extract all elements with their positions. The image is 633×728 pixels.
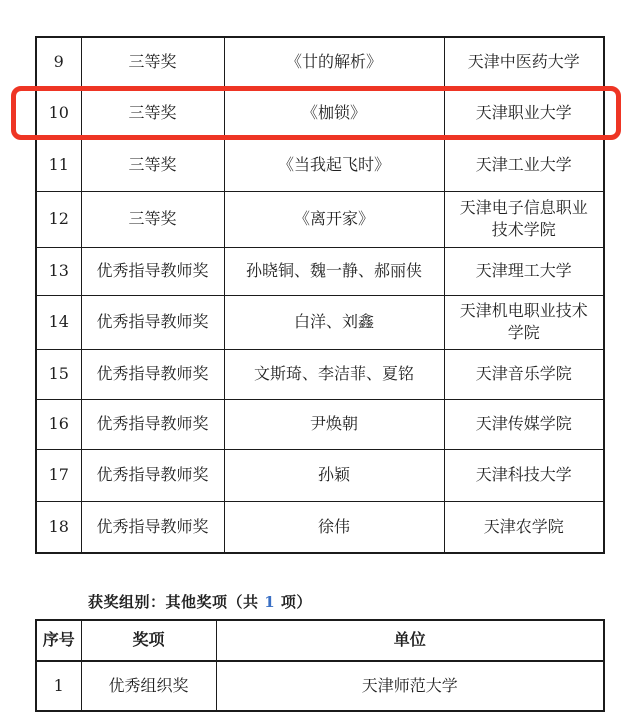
- cell-no: 13: [36, 247, 81, 295]
- header-no: 序号: [36, 620, 81, 661]
- cell-no: 1: [36, 661, 81, 711]
- cell-name: 文斯琦、李洁菲、夏铭: [224, 349, 444, 399]
- cell-name: 《枷锁》: [224, 86, 444, 139]
- cell-award: 优秀组织奖: [81, 661, 216, 711]
- table-row: [36, 191, 604, 247]
- table-row: [36, 449, 604, 501]
- caption-count: 1: [264, 593, 276, 611]
- table-row: [36, 37, 604, 86]
- cell-no: 12: [36, 191, 81, 247]
- caption-prefix: 获奖组别：其他奖项（共: [88, 593, 265, 611]
- cell-no: 18: [36, 501, 81, 553]
- cell-award: 优秀指导教师奖: [81, 349, 224, 399]
- cell-name: 孙颖: [224, 449, 444, 501]
- header-org: 单位: [216, 620, 604, 661]
- cell-no: 11: [36, 139, 81, 191]
- cell-name: 《当我起飞时》: [224, 139, 444, 191]
- cell-award: 三等奖: [81, 139, 224, 191]
- other-awards-table: [35, 619, 605, 712]
- table-row: [36, 295, 604, 349]
- table-row: [36, 139, 604, 191]
- cell-name: 尹焕朝: [224, 399, 444, 449]
- cell-org: 天津职业大学: [444, 86, 604, 139]
- cell-org: 天津农学院: [444, 501, 604, 553]
- table-row: [36, 399, 604, 449]
- cell-name: 《离开家》: [224, 191, 444, 247]
- cell-award: 优秀指导教师奖: [81, 247, 224, 295]
- cell-org: 天津科技大学: [444, 449, 604, 501]
- cell-org: 天津师范大学: [216, 661, 604, 711]
- section-caption: [88, 591, 312, 612]
- cell-award: 优秀指导教师奖: [81, 501, 224, 553]
- cell-no: 10: [36, 86, 81, 139]
- cell-no: 17: [36, 449, 81, 501]
- cell-no: 9: [36, 37, 81, 86]
- cell-name: 徐伟: [224, 501, 444, 553]
- cell-no: 15: [36, 349, 81, 399]
- cell-org: 天津音乐学院: [444, 349, 604, 399]
- header-award: 奖项: [81, 620, 216, 661]
- table-row-highlighted: [36, 86, 604, 139]
- cell-org: 天津传媒学院: [444, 399, 604, 449]
- cell-award: 优秀指导教师奖: [81, 399, 224, 449]
- cell-name: 孙晓铜、魏一静、郝丽侠: [224, 247, 444, 295]
- cell-award: 优秀指导教师奖: [81, 295, 224, 349]
- table-row: [36, 501, 604, 553]
- cell-org: 天津中医药大学: [444, 37, 604, 86]
- cell-org: 天津理工大学: [444, 247, 604, 295]
- cell-no: 16: [36, 399, 81, 449]
- table-row: [36, 349, 604, 399]
- cell-name: 《廿的解析》: [224, 37, 444, 86]
- awards-table: [35, 36, 605, 554]
- cell-org: 天津机电职业技术学院: [444, 295, 604, 349]
- cell-org: 天津工业大学: [444, 139, 604, 191]
- cell-award: 三等奖: [81, 86, 224, 139]
- caption-suffix: 项）: [275, 593, 312, 611]
- cell-no: 14: [36, 295, 81, 349]
- cell-org: 天津电子信息职业技术学院: [444, 191, 604, 247]
- cell-award: 三等奖: [81, 191, 224, 247]
- cell-award: 三等奖: [81, 37, 224, 86]
- table-row: [36, 661, 604, 711]
- table-header-row: [36, 620, 604, 661]
- cell-name: 白洋、刘鑫: [224, 295, 444, 349]
- table-row: [36, 247, 604, 295]
- cell-award: 优秀指导教师奖: [81, 449, 224, 501]
